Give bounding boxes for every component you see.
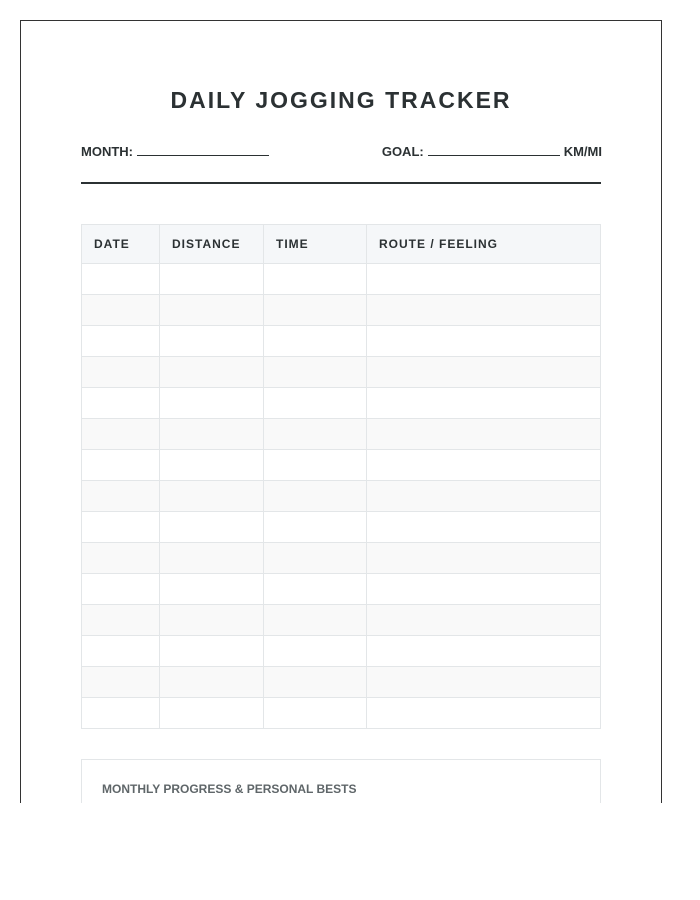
column-header-time: TIME — [264, 225, 367, 264]
goal-label: GOAL: — [381, 144, 424, 159]
table-row — [82, 388, 601, 419]
table-header-row — [82, 225, 601, 264]
date-cell[interactable] — [82, 357, 160, 388]
table-row — [82, 574, 601, 605]
table-row — [82, 543, 601, 574]
date-cell[interactable] — [82, 667, 160, 698]
date-cell[interactable] — [82, 450, 160, 481]
time-cell[interactable] — [264, 698, 367, 729]
distance-cell[interactable] — [160, 295, 264, 326]
route-feeling-cell[interactable] — [367, 264, 601, 295]
column-header-distance: DISTANCE — [160, 225, 264, 264]
route-feeling-cell[interactable] — [367, 605, 601, 636]
column-header-route-feeling: ROUTE / FEELING — [367, 225, 601, 264]
goal-unit: KM/MI — [563, 144, 602, 159]
date-cell[interactable] — [82, 605, 160, 636]
route-feeling-cell[interactable] — [367, 667, 601, 698]
route-feeling-cell[interactable] — [367, 388, 601, 419]
table-row — [82, 636, 601, 667]
table-row — [82, 450, 601, 481]
distance-cell[interactable] — [160, 450, 264, 481]
route-feeling-cell[interactable] — [367, 481, 601, 512]
goal-blank-line[interactable] — [428, 143, 560, 156]
route-feeling-cell[interactable] — [367, 636, 601, 667]
date-cell[interactable] — [82, 388, 160, 419]
goal-field — [382, 143, 602, 159]
time-cell[interactable] — [264, 388, 367, 419]
table-row — [82, 419, 601, 450]
time-cell[interactable] — [264, 450, 367, 481]
table-row — [82, 264, 601, 295]
date-cell[interactable] — [82, 636, 160, 667]
time-cell[interactable] — [264, 605, 367, 636]
table-row — [82, 481, 601, 512]
distance-cell[interactable] — [160, 481, 264, 512]
date-cell[interactable] — [82, 698, 160, 729]
date-cell[interactable] — [82, 295, 160, 326]
jogging-log-table — [81, 224, 601, 729]
distance-cell[interactable] — [160, 605, 264, 636]
table-row — [82, 667, 601, 698]
route-feeling-cell[interactable] — [367, 419, 601, 450]
date-cell[interactable] — [82, 264, 160, 295]
date-cell[interactable] — [82, 512, 160, 543]
time-cell[interactable] — [264, 667, 367, 698]
table-row — [82, 512, 601, 543]
monthly-progress-section — [81, 759, 601, 803]
page-title: DAILY JOGGING TRACKER — [170, 87, 512, 113]
table-row — [82, 295, 601, 326]
distance-cell[interactable] — [160, 698, 264, 729]
table-row — [82, 605, 601, 636]
time-cell[interactable] — [264, 636, 367, 667]
time-cell[interactable] — [264, 512, 367, 543]
month-field — [81, 143, 273, 159]
date-cell[interactable] — [82, 419, 160, 450]
route-feeling-cell[interactable] — [367, 543, 601, 574]
distance-cell[interactable] — [160, 636, 264, 667]
distance-cell[interactable] — [160, 667, 264, 698]
distance-cell[interactable] — [160, 388, 264, 419]
table-row — [82, 357, 601, 388]
route-feeling-cell[interactable] — [367, 698, 601, 729]
date-cell[interactable] — [82, 574, 160, 605]
month-label: MONTH: — [81, 144, 133, 159]
distance-cell[interactable] — [160, 419, 264, 450]
route-feeling-cell[interactable] — [367, 450, 601, 481]
distance-cell[interactable] — [160, 264, 264, 295]
progress-section-title: MONTHLY PROGRESS & PERSONAL BESTS — [102, 782, 357, 796]
time-cell[interactable] — [264, 543, 367, 574]
distance-cell[interactable] — [160, 543, 264, 574]
distance-cell[interactable] — [160, 326, 264, 357]
time-cell[interactable] — [264, 481, 367, 512]
time-cell[interactable] — [264, 264, 367, 295]
route-feeling-cell[interactable] — [367, 295, 601, 326]
time-cell[interactable] — [264, 357, 367, 388]
date-cell[interactable] — [82, 326, 160, 357]
time-cell[interactable] — [264, 326, 367, 357]
date-cell[interactable] — [82, 543, 160, 574]
table-row — [82, 698, 601, 729]
time-cell[interactable] — [264, 295, 367, 326]
distance-cell[interactable] — [160, 512, 264, 543]
header-divider — [81, 182, 601, 184]
route-feeling-cell[interactable] — [367, 512, 601, 543]
distance-cell[interactable] — [160, 357, 264, 388]
distance-cell[interactable] — [160, 574, 264, 605]
month-blank-line[interactable] — [137, 143, 269, 156]
date-cell[interactable] — [82, 481, 160, 512]
time-cell[interactable] — [264, 574, 367, 605]
time-cell[interactable] — [264, 419, 367, 450]
route-feeling-cell[interactable] — [367, 574, 601, 605]
column-header-date: DATE — [82, 225, 160, 264]
route-feeling-cell[interactable] — [367, 357, 601, 388]
table-row — [82, 326, 601, 357]
tracker-page — [20, 20, 662, 803]
route-feeling-cell[interactable] — [367, 326, 601, 357]
